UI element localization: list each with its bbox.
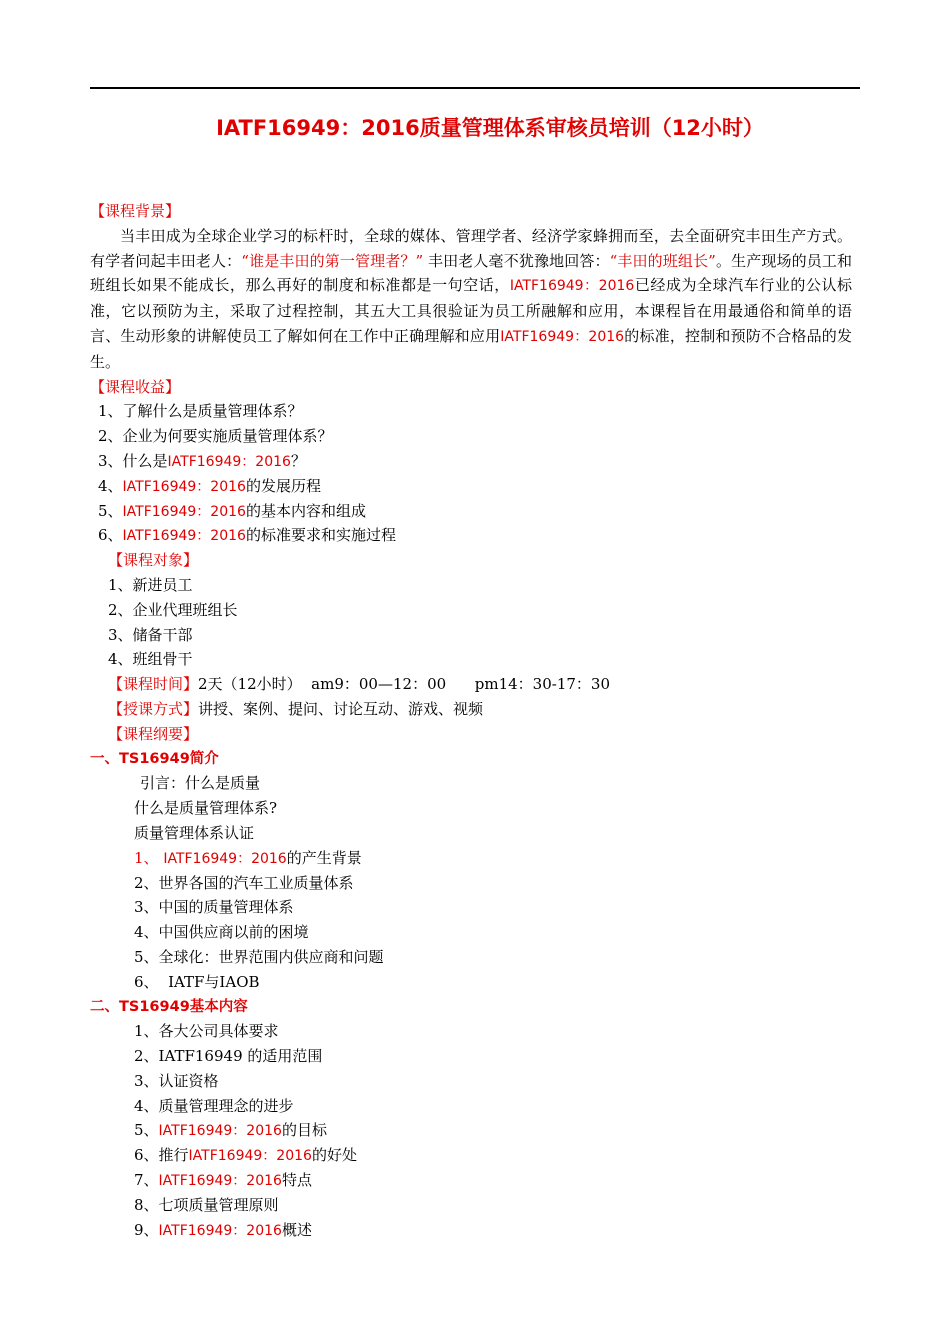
outline-item: 4、中国供应商以前的困境 [134, 923, 309, 942]
outline-item: 2、IATF16949 的适用范围 [134, 1047, 323, 1066]
benefit-text: 的标准要求和实施过程 [245, 526, 396, 545]
benefit-text: 的发展历程 [245, 476, 321, 495]
benefit-text: ？ [290, 451, 306, 470]
course-time-value: 2天（12小时） am9：00—12：00 pm14：30-17：30 [198, 675, 611, 694]
std-ref: IATF16949：2016 [167, 453, 291, 470]
std-ref: IATF16949：2016 [122, 528, 246, 545]
bg-text-5: 的标准，控制和预防不合格品的发生。 [90, 326, 852, 371]
audience-item: 3、储备干部 [108, 625, 193, 644]
std-ref: IATF16949：2016 [188, 1148, 312, 1165]
std-ref: IATF16949：2016 [500, 328, 625, 345]
outline-item: 引言：什么是质量 [140, 774, 261, 793]
std-ref: IATF16949：2016 [163, 850, 287, 867]
outline-item [90, 1118, 852, 1143]
audience-item: 2、企业代理班组长 [108, 600, 238, 619]
outline-heading: 【课程纲要】 [108, 724, 199, 743]
benefit-item [90, 523, 852, 548]
course-method-value: 讲授、案例、提问、讨论互动、游戏、视频 [198, 699, 484, 718]
benefit-text: 4、 [98, 476, 123, 495]
benefit-item: 2、企业为何要实施质量管理体系？ [98, 427, 333, 446]
course-time-label: 【课程时间】 [108, 675, 199, 694]
benefit-item [90, 499, 852, 524]
std-ref: IATF16949：2016 [122, 503, 246, 520]
outline-text: 1、 [134, 848, 164, 867]
document-body [90, 199, 852, 1242]
bg-text-2: 丰田老人毫不犹豫地回答： [423, 251, 610, 270]
std-ref: IATF16949：2016 [158, 1173, 282, 1190]
outline-text: 7、 [134, 1171, 159, 1190]
std-ref: IATF16949：2016 [509, 278, 635, 295]
outline-item [90, 1168, 852, 1193]
outline-item: 2、世界各国的汽车工业质量体系 [134, 873, 354, 892]
outline-item [90, 1218, 852, 1243]
outline-item: 3、中国的质量管理体系 [134, 898, 294, 917]
std-ref: IATF16949：2016 [158, 1222, 282, 1239]
std-ref: IATF16949：2016 [158, 1123, 282, 1140]
bg-text-3: 。生产现场的员工和班组长如果不能成长，那么再好的制度和标准都是一句空话， [90, 251, 852, 295]
section-1-title: 一、TS16949简介 [90, 750, 219, 767]
outline-item: 4、质量管理理念的进步 [134, 1096, 294, 1115]
background-paragraph [90, 224, 852, 375]
outline-text: 特点 [281, 1171, 312, 1190]
outline-text: 6、推行 [134, 1146, 189, 1165]
bg-quote-2: “丰田的班组长” [609, 251, 716, 270]
audience-heading: 【课程对象】 [108, 551, 199, 570]
outline-item: 质量管理体系认证 [134, 823, 255, 842]
outline-item: 6、 IATF与IAOB [134, 972, 260, 991]
std-ref: IATF16949：2016 [122, 478, 246, 495]
background-heading: 【课程背景】 [90, 202, 181, 220]
outline-item: 3、认证资格 [134, 1071, 219, 1090]
outline-item [90, 1143, 852, 1168]
section-2-title: 二、TS16949基本内容 [90, 998, 248, 1015]
audience-item: 4、班组骨干 [108, 650, 193, 669]
bg-quote-1: “谁是丰田的第一管理者？” [241, 251, 424, 270]
outline-item: 5、全球化：世界范围内供应商和问题 [134, 947, 384, 966]
benefit-text: 5、 [98, 501, 123, 520]
document-title: IATF16949：2016质量管理体系审核员培训（12小时） [216, 116, 764, 140]
outline-item: 什么是质量管理体系? [134, 799, 278, 818]
outline-text: 的目标 [281, 1121, 327, 1140]
audience-item: 1、新进员工 [108, 575, 193, 594]
outline-text: 5、 [134, 1121, 159, 1140]
outline-text: 的产生背景 [286, 848, 362, 867]
benefit-item: 1、了解什么是质量管理体系？ [98, 402, 303, 421]
course-method [90, 697, 852, 722]
course-time [90, 672, 852, 697]
outline-item: 8、七项质量管理原则 [134, 1195, 279, 1214]
bg-text-1: 当丰田成为全球企业学习的标杆时，全球的媒体、管理学者、经济学家蜂拥而至，去全面研究丰田生产方式。有学者问起丰田老人： [90, 226, 852, 270]
outline-text: 的好处 [311, 1146, 357, 1165]
benefit-item [90, 474, 852, 499]
benefit-item [90, 449, 852, 474]
benefit-text: 6、 [98, 526, 123, 545]
outline-item [90, 846, 852, 871]
header-rule [90, 87, 860, 89]
benefit-text: 3、什么是 [98, 451, 168, 470]
course-method-label: 【授课方式】 [108, 699, 199, 718]
outline-text: 9、 [134, 1220, 159, 1239]
bg-text-4: 已经成为全球汽车行业的公认标准，它以预防为主，采取了过程控制，其五大工具很验证为员工所融解和应用，本课程旨在用最通俗和简单的语言、生动形象的讲解使员工了解如何在工作中正确理解和应用 [90, 276, 852, 345]
outline-item: 1、各大公司具体要求 [134, 1022, 279, 1041]
outline-text: 概述 [281, 1220, 312, 1239]
benefit-text: 的基本内容和组成 [245, 501, 366, 520]
benefits-heading: 【课程收益】 [90, 377, 181, 396]
